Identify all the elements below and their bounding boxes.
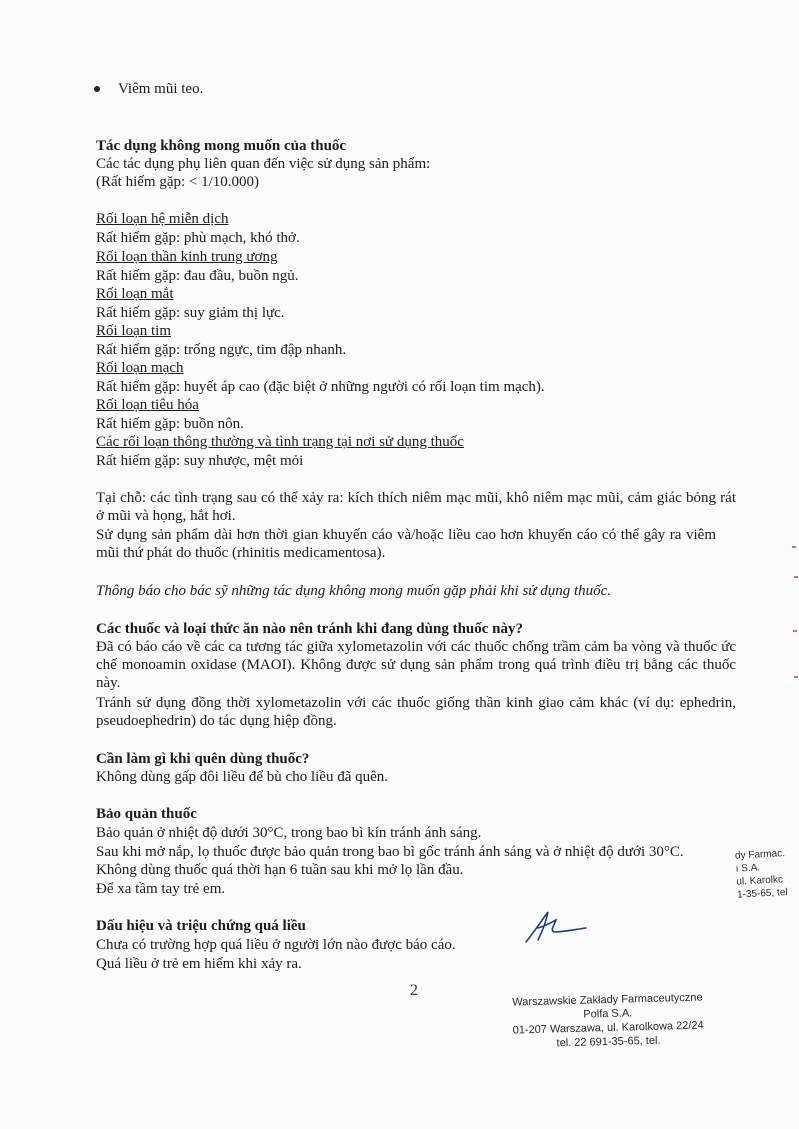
group-title: Rối loạn mạch [96,360,184,376]
side-effects-frequency: (Rất hiếm gặp: < 1/10.000) [96,174,260,190]
partial-stamp-line: ul. Karolkc [736,874,784,888]
storage-line: Để xa tầm tay trẻ em. [96,881,226,897]
local-effects-paragraph: Tại chỗ: các tình trạng sau có thể xảy ra: kích thích niêm mạc mũi, khô niêm mạc mũi, cảm giác bỏng rát ở mũi và họng, hắt hơi. [96,490,736,524]
group-title: Rối loạn tim [96,323,171,339]
report-notice: Thông báo cho bác sỹ những tác dụng không mong muốn gặp phải khi sử dụng thuốc. [96,583,612,599]
stamp-line: Warszawskie Zakłady Farmaceutyczne [512,991,703,1009]
group-text: Rất hiếm gặp: trống ngực, tim đập nhanh. [96,342,347,358]
storage-line: Sau khi mở nắp, lọ thuốc được bảo quản trong bao bì gốc tránh ánh sáng và ở nhiệt độ dưới 30°C. [96,844,684,860]
interactions-heading: Các thuốc và loại thức ăn nào nên tránh khi đang dùng thuốc này? [96,621,524,637]
signature-icon [520,908,592,948]
partial-stamp-line: dy Farmac. [734,848,786,862]
storage-heading: Bảo quản thuốc [96,806,197,822]
group-title: Rối loạn tiêu hóa [96,397,199,413]
margin-mark [793,630,797,632]
group-text: Rất hiếm gặp: đau đầu, buồn ngủ. [96,268,299,284]
missed-dose-heading: Cần làm gì khi quên dùng thuốc? [96,751,310,767]
partial-stamp-line: 1-35-65, tel [736,886,788,901]
margin-mark [792,546,796,548]
partial-stamp-line: ı S.A. [735,862,761,875]
stamp-line: 01-207 Warszawa, ul. Karolkowa 22/24 [512,1019,704,1037]
group-text: Rất hiếm gặp: suy nhược, mệt mỏi [96,453,304,469]
group-text: Rất hiếm gặp: phù mạch, khó thở. [96,230,300,246]
overdose-line: Quá liều ở trẻ em hiếm khi xảy ra. [96,956,302,972]
group-title: Các rối loạn thông thường và tình trạng tại nơi sử dụng thuốc [96,434,464,450]
interactions-paragraph-1: Đã có báo cáo về các ca tương tác giữa xylometazolin với các thuốc chống trầm cảm ba vòng và thuốc ức chế monoamin oxidase (MAOI). Không được sử dụng sản phẩm trong quá trình điều trị bằng các thuốc này. [96,639,736,691]
group-title: Rối loạn mắt [96,286,174,302]
overdose-heading: Dấu hiệu và triệu chứng quá liều [96,918,306,934]
stamp-line: tel. 22 691-35-65, tel. [556,1034,661,1050]
page-number: 2 [410,982,418,999]
prolonged-use-paragraph: Sử dụng sản phẩm dài hơn thời gian khuyến cáo và/hoặc liều cao hơn khuyến cáo có thể gây ra viêm mũi thứ phát do thuốc (rhinitis medicamentosa). [96,527,716,561]
missed-dose-text: Không dùng gấp đôi liều để bù cho liều đã quên. [96,769,389,785]
storage-line: Bảo quản ở nhiệt độ dưới 30°C, trong bao bì kín tránh ánh sáng. [96,825,482,841]
margin-mark [794,676,798,678]
group-title: Rối loạn hệ miễn dịch [96,211,229,227]
overdose-line: Chưa có trường hợp quá liều ở người lớn nào được báo cáo. [96,937,456,953]
interactions-paragraph-2: Tránh sử dụng đồng thời xylometazolin với các thuốc giống thần kinh giao cảm khác (ví dụ: ephedrin, pseudoephedrin) do tác dụng hiệp đồng. [96,695,736,729]
group-text: Rất hiếm gặp: buồn nôn. [96,416,244,432]
side-effects-intro: Các tác dụng phụ liên quan đến việc sử dụng sản phẩm: [96,156,431,172]
group-text: Rất hiếm gặp: suy giảm thị lực. [96,305,285,321]
group-title: Rối loạn thần kinh trung ương [96,249,278,265]
group-text: Rất hiếm gặp: huyết áp cao (đặc biệt ở những người có rối loạn tim mạch). [96,379,545,395]
stamp-line: Polfa S.A. [583,1007,633,1021]
partial-stamp [735,846,799,901]
storage-line: Không dùng thuốc quá thời hạn 6 tuần sau khi mở lọ lần đầu. [96,862,464,878]
margin-mark [794,576,798,578]
bullet-icon [94,86,100,92]
bullet-text: Viêm mũi teo. [118,81,204,97]
company-stamp [489,990,726,1052]
side-effects-heading: Tác dụng không mong muốn của thuốc [96,138,347,154]
